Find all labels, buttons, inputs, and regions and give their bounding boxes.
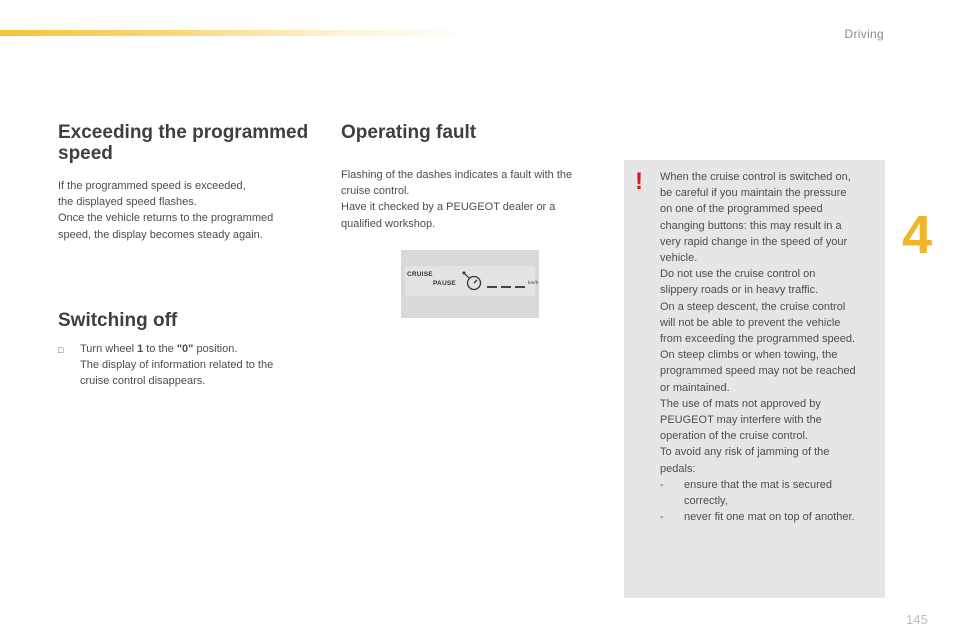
warning-line-10: will not be able to prevent the vehicle [660,316,841,329]
warning-line-12: On steep climbs or when towing, the [660,349,838,362]
switching-off-title: Switching off [58,310,178,331]
exceeding-line-2: the displayed speed flashes. [58,196,197,209]
dash-item-1-line-1: ensure that the mat is secured [684,478,832,491]
speedometer-icon [461,270,483,292]
warning-text [660,169,882,525]
warning-line-9: On a steep descent, the cruise control [660,300,846,313]
operating-fault-section [341,122,606,232]
warning-dash-item-1 [660,477,882,509]
dash-item-2-line-1: never fit one mat on top of another. [684,511,855,524]
exclamation-warning-icon: ! [635,168,643,195]
speed-dash-1 [487,286,497,288]
switching-off-item [58,341,320,390]
fault-line-2: cruise control. [341,185,410,198]
fault-line-3: Have it checked by a PEUGEOT dealer or a [341,201,556,214]
switching-off-line-2: The display of information related to the [80,359,274,372]
warning-line-2: be careful if you maintain the pressure [660,187,847,200]
header-accent-bar [0,30,480,36]
pause-label: PAUSE [433,280,456,287]
warning-line-16: PEUGEOT may interfere with the [660,414,822,427]
exceeding-title: Exceeding the programmed speed [58,122,309,164]
warning-line-17: operation of the cruise control. [660,430,808,443]
warning-line-11: from exceeding the programmed speed. [660,333,856,346]
warning-line-7: Do not use the cruise control on [660,268,816,281]
wheel-number: 1 [137,343,144,355]
chapter-number: 4 [902,205,933,265]
switching-off-text-mid: to the [143,343,177,355]
dash-item-1-line-2: correctly, [684,495,728,508]
warning-line-5: very rapid change in the speed of your [660,235,848,248]
warning-line-18: To avoid any risk of jamming of the [660,446,830,459]
dash-item-1-text [684,477,832,509]
dash-marker: - [660,511,664,524]
warning-line-13: programmed speed may not be reached [660,365,856,378]
fault-line-4: qualified workshop. [341,217,436,230]
cruise-display-screen [405,266,539,296]
speed-dash-2 [501,286,511,288]
switching-off-text-pre: Turn wheel [80,343,138,355]
page-number: 145 [906,612,928,627]
switching-off-text [80,341,273,390]
square-bullet-icon: □ [58,345,64,355]
exceeding-line-4: speed, the display becomes steady again. [58,228,263,241]
dash-marker: - [660,478,664,491]
warning-line-1: When the cruise control is switched on, [660,171,851,183]
exceeding-section [58,122,320,243]
section-label: Driving [844,27,884,41]
unit-label: km/h [528,280,539,285]
warning-line-8: slippery roads or in heavy traffic. [660,284,819,297]
cruise-label: CRUISE [407,271,433,278]
wheel-position: "0" [176,343,194,355]
exceeding-line-1: If the programmed speed is exceeded, [58,180,246,192]
switching-off-section [58,310,320,390]
warning-line-14: or maintained. [660,381,730,394]
fault-line-1: Flashing of the dashes indicates a fault with the [341,169,573,181]
switching-off-line-3: cruise control disappears. [80,375,206,388]
warning-line-19: pedals: [660,462,696,475]
warning-line-15: The use of mats not approved by [660,397,821,410]
cruise-display-illustration [401,250,539,318]
switching-off-text-post: position. [193,343,238,355]
warning-line-3: on one of the programmed speed [660,203,823,216]
warning-line-6: vehicle. [660,252,698,265]
exceeding-line-3: Once the vehicle returns to the programmed [58,212,274,225]
warning-dash-item-2 [660,509,882,525]
warning-line-4: changing buttons: this may result in a [660,219,842,232]
exceeding-body [58,178,320,243]
warning-box [624,160,885,598]
operating-fault-title: Operating fault [341,122,477,143]
speed-dash-3 [515,286,525,288]
